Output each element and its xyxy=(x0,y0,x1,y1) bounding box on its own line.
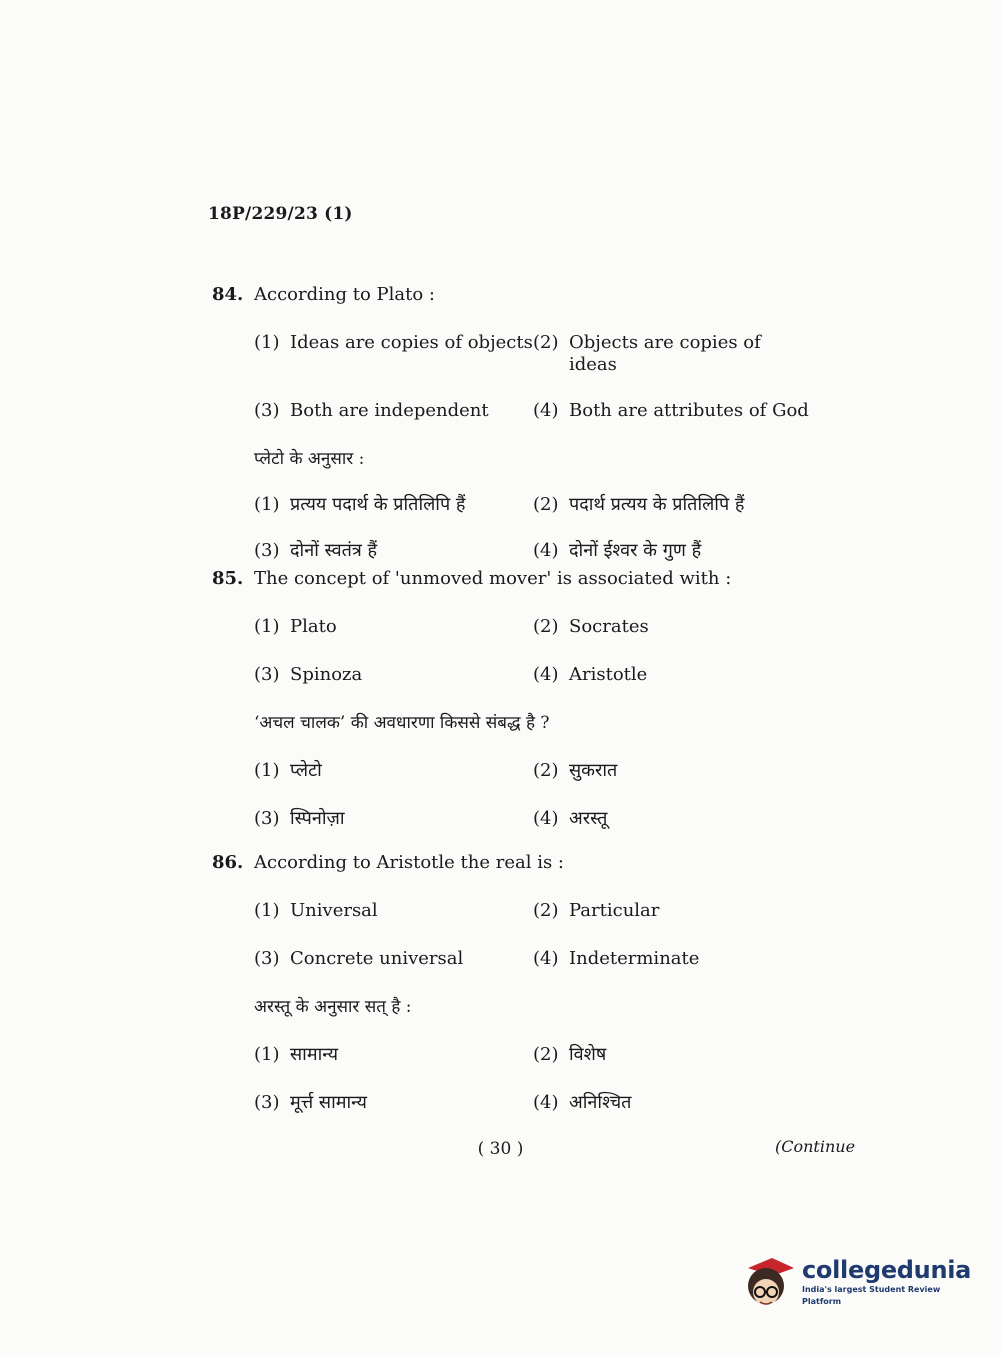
option-en-2: (2) Objects are copies of ideas xyxy=(533,332,761,375)
option-hi-1: (1) प्रत्यय पदार्थ के प्रतिलिपि हैं xyxy=(254,494,466,515)
page-number: ( 30 ) xyxy=(477,1139,524,1159)
question-85 xyxy=(212,568,812,830)
option-en-1: (1) Plato xyxy=(254,616,337,637)
option-en-2: (2) Particular xyxy=(533,900,660,921)
question-stem-hi: अरस्तू के अनुसार सत् है : xyxy=(254,997,412,1017)
option-en-4: (4) Aristotle xyxy=(533,664,648,685)
option-en-3: (3) Concrete universal xyxy=(254,948,464,969)
option-en-3: (3) Both are independent xyxy=(254,400,489,421)
option-en-4: (4) Indeterminate xyxy=(533,948,700,969)
option-en-2: (2) Socrates xyxy=(533,616,649,637)
option-hi-4: (4) दोनों ईश्वर के गुण हैं xyxy=(533,540,702,561)
watermark-tagline: India's largest Student Review Platform xyxy=(802,1285,941,1306)
option-hi-3: (3) स्पिनोज़ा xyxy=(254,808,345,829)
option-hi-3: (3) मूर्त्त सामान्य xyxy=(254,1092,367,1113)
option-en-4: (4) Both are attributes of God xyxy=(533,400,809,421)
option-hi-3: (3) दोनों स्वतंत्र हैं xyxy=(254,540,378,561)
question-stem-en: According to Plato : xyxy=(254,284,435,305)
question-84 xyxy=(212,284,812,562)
paper-code: 18P/229/23 (1) xyxy=(208,204,353,224)
mascot-icon xyxy=(742,1254,796,1310)
option-hi-2: (2) पदार्थ प्रत्यय के प्रतिलिपि हैं xyxy=(533,494,745,515)
question-86 xyxy=(212,852,812,1114)
question-stem-en: According to Aristotle the real is : xyxy=(254,852,564,873)
question-stem-hi: प्लेटो के अनुसार : xyxy=(254,449,365,469)
option-hi-4: (4) अरस्तू xyxy=(533,808,608,829)
question-number: 84. xyxy=(212,284,244,305)
option-hi-4: (4) अनिश्चित xyxy=(533,1092,632,1113)
option-hi-2: (2) विशेष xyxy=(533,1044,607,1065)
collegedunia-watermark xyxy=(742,1252,972,1312)
option-hi-1: (1) सामान्य xyxy=(254,1044,339,1065)
question-number: 86. xyxy=(212,852,244,873)
question-stem-en: The concept of 'unmoved mover' is associated with : xyxy=(254,568,732,589)
option-hi-1: (1) प्लेटो xyxy=(254,760,322,781)
option-hi-2: (2) सुकरात xyxy=(533,760,618,781)
question-stem-hi: ‘अचल चालक’ की अवधारणा किससे संबद्ध है ? xyxy=(254,713,550,733)
question-number: 85. xyxy=(212,568,244,589)
watermark-name: collegedunia xyxy=(802,1256,972,1284)
option-en-1: (1) Ideas are copies of objects xyxy=(254,332,533,353)
continue-note: (Continue xyxy=(775,1137,856,1156)
option-en-3: (3) Spinoza xyxy=(254,664,363,685)
option-en-1: (1) Universal xyxy=(254,900,378,921)
